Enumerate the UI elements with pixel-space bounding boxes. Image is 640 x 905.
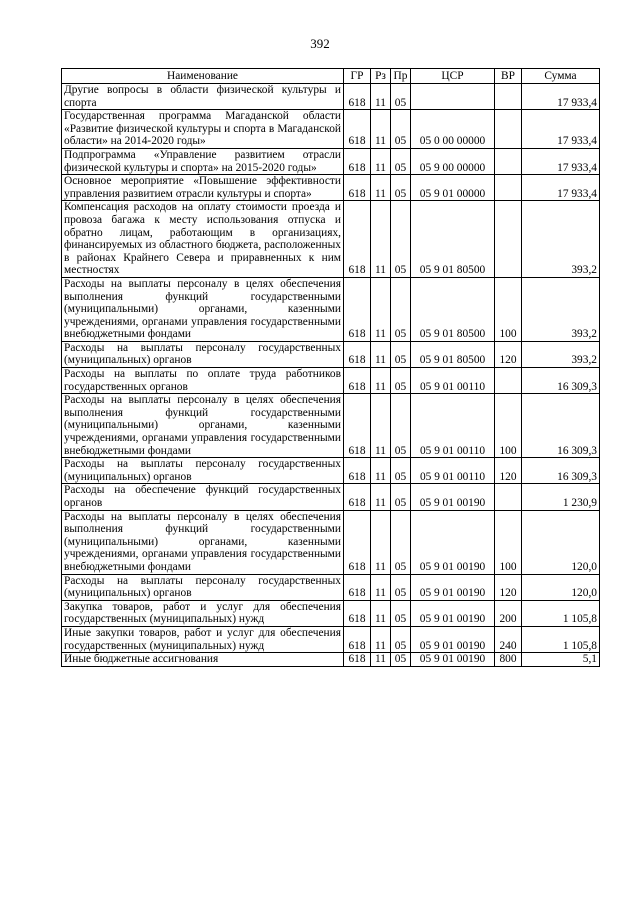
header-name: Наименование <box>62 69 344 84</box>
cell-csr: 05 9 01 00190 <box>411 600 495 626</box>
table-row <box>62 368 600 394</box>
cell-vr: 100 <box>495 277 522 341</box>
cell-gr: 618 <box>344 484 371 510</box>
table-row <box>62 458 600 484</box>
cell-csr: 05 9 01 00190 <box>411 653 495 667</box>
cell-rz: 11 <box>371 277 391 341</box>
cell-vr <box>495 148 522 174</box>
cell-rz: 11 <box>371 110 391 149</box>
cell-csr: 05 9 01 80500 <box>411 341 495 367</box>
cell-sum: 1 105,8 <box>522 600 600 626</box>
cell-pr: 05 <box>391 277 411 341</box>
cell-name: Иные закупки товаров, работ и услуг для обеспечения государственных (муниципальных) нужд <box>62 626 344 652</box>
cell-sum: 393,2 <box>522 341 600 367</box>
cell-name: Расходы на выплаты по оплате труда работников государственных органов <box>62 368 344 394</box>
cell-rz: 11 <box>371 600 391 626</box>
cell-pr: 05 <box>391 458 411 484</box>
cell-pr: 05 <box>391 110 411 149</box>
cell-sum: 17 933,4 <box>522 110 600 149</box>
cell-vr: 120 <box>495 574 522 600</box>
cell-rz: 11 <box>371 484 391 510</box>
cell-gr: 618 <box>344 110 371 149</box>
cell-vr: 240 <box>495 626 522 652</box>
cell-sum: 5,1 <box>522 653 600 667</box>
cell-pr: 05 <box>391 600 411 626</box>
cell-csr <box>411 84 495 110</box>
cell-name: Другие вопросы в области физической культуры и спорта <box>62 84 344 110</box>
cell-pr: 05 <box>391 368 411 394</box>
table-row <box>62 394 600 458</box>
cell-csr: 05 9 01 00000 <box>411 175 495 201</box>
cell-gr: 618 <box>344 201 371 278</box>
cell-rz: 11 <box>371 341 391 367</box>
cell-pr: 05 <box>391 175 411 201</box>
cell-name: Государственная программа Магаданской области «Развитие физической культуры и спорта в Магаданской области» на 2014-2020 годы» <box>62 110 344 149</box>
cell-pr: 05 <box>391 484 411 510</box>
header-csr: ЦСР <box>411 69 495 84</box>
cell-csr: 05 9 01 00190 <box>411 574 495 600</box>
cell-pr: 05 <box>391 341 411 367</box>
cell-name: Расходы на обеспечение функций государственных органов <box>62 484 344 510</box>
cell-vr: 800 <box>495 653 522 667</box>
cell-name: Компенсация расходов на оплату стоимости проезда и провоза багажа к месту использования отпуска и обратно лицам, работающим в организациях, финансируемых из областного бюджета, расположенных в районах Крайнего Севера и приравненных к ним местностях <box>62 201 344 278</box>
table-row <box>62 510 600 574</box>
table-row <box>62 148 600 174</box>
cell-rz: 11 <box>371 458 391 484</box>
cell-vr <box>495 368 522 394</box>
cell-vr: 120 <box>495 341 522 367</box>
cell-gr: 618 <box>344 510 371 574</box>
header-row <box>62 69 600 84</box>
cell-gr: 618 <box>344 148 371 174</box>
table-row <box>62 484 600 510</box>
cell-rz: 11 <box>371 148 391 174</box>
cell-csr: 05 9 01 00190 <box>411 510 495 574</box>
cell-rz: 11 <box>371 626 391 652</box>
cell-name: Основное мероприятие «Повышение эффективности управления развитием отрасли культуры и спорта» <box>62 175 344 201</box>
cell-gr: 618 <box>344 458 371 484</box>
cell-name: Расходы на выплаты персоналу государственных (муниципальных) органов <box>62 341 344 367</box>
cell-sum: 17 933,4 <box>522 148 600 174</box>
cell-rz: 11 <box>371 574 391 600</box>
cell-rz: 11 <box>371 175 391 201</box>
cell-csr: 05 9 00 00000 <box>411 148 495 174</box>
cell-name: Закупка товаров, работ и услуг для обеспечения государственных (муниципальных) нужд <box>62 600 344 626</box>
cell-vr <box>495 110 522 149</box>
table-body <box>62 84 600 667</box>
cell-name: Расходы на выплаты персоналу государственных (муниципальных) органов <box>62 574 344 600</box>
cell-csr: 05 9 01 80500 <box>411 201 495 278</box>
header-vr: ВР <box>495 69 522 84</box>
cell-gr: 618 <box>344 277 371 341</box>
cell-sum: 393,2 <box>522 201 600 278</box>
cell-gr: 618 <box>344 368 371 394</box>
cell-name: Расходы на выплаты персоналу в целях обеспечения выполнения функций государственными (муниципальными) органами, казенными учреждениями, органами управления государственными внебюджетными фондами <box>62 277 344 341</box>
cell-sum: 120,0 <box>522 574 600 600</box>
cell-gr: 618 <box>344 574 371 600</box>
cell-csr: 05 9 01 80500 <box>411 277 495 341</box>
cell-sum: 17 933,4 <box>522 84 600 110</box>
cell-pr: 05 <box>391 201 411 278</box>
cell-csr: 05 9 01 00110 <box>411 458 495 484</box>
budget-table <box>61 68 600 667</box>
table-row <box>62 201 600 278</box>
cell-sum: 17 933,4 <box>522 175 600 201</box>
cell-gr: 618 <box>344 84 371 110</box>
cell-gr: 618 <box>344 626 371 652</box>
cell-vr <box>495 484 522 510</box>
cell-gr: 618 <box>344 600 371 626</box>
cell-pr: 05 <box>391 626 411 652</box>
cell-sum: 1 230,9 <box>522 484 600 510</box>
page-number: 392 <box>310 36 330 51</box>
cell-rz: 11 <box>371 84 391 110</box>
cell-csr: 05 9 01 00190 <box>411 484 495 510</box>
table-row <box>62 574 600 600</box>
table-row <box>62 84 600 110</box>
header-pr: Пр <box>391 69 411 84</box>
cell-csr: 05 9 01 00110 <box>411 394 495 458</box>
table-row <box>62 110 600 149</box>
table-row <box>62 600 600 626</box>
cell-sum: 16 309,3 <box>522 394 600 458</box>
cell-vr <box>495 175 522 201</box>
cell-vr <box>495 201 522 278</box>
cell-csr: 05 9 01 00190 <box>411 626 495 652</box>
cell-sum: 16 309,3 <box>522 368 600 394</box>
cell-gr: 618 <box>344 394 371 458</box>
cell-rz: 11 <box>371 653 391 667</box>
cell-gr: 618 <box>344 341 371 367</box>
cell-pr: 05 <box>391 148 411 174</box>
header-rz: Рз <box>371 69 391 84</box>
cell-sum: 1 105,8 <box>522 626 600 652</box>
cell-pr: 05 <box>391 653 411 667</box>
cell-rz: 11 <box>371 394 391 458</box>
cell-pr: 05 <box>391 84 411 110</box>
cell-gr: 618 <box>344 653 371 667</box>
cell-name: Подпрограмма «Управление развитием отрасли физической культуры и спорта» на 2015-2020 годы» <box>62 148 344 174</box>
table-row <box>62 175 600 201</box>
cell-rz: 11 <box>371 510 391 574</box>
cell-name: Расходы на выплаты персоналу государственных (муниципальных) органов <box>62 458 344 484</box>
cell-vr: 100 <box>495 510 522 574</box>
cell-csr: 05 9 01 00110 <box>411 368 495 394</box>
table-row <box>62 341 600 367</box>
table-row <box>62 277 600 341</box>
cell-pr: 05 <box>391 574 411 600</box>
header-gr: ГР <box>344 69 371 84</box>
cell-rz: 11 <box>371 368 391 394</box>
cell-sum: 16 309,3 <box>522 458 600 484</box>
cell-name: Расходы на выплаты персоналу в целях обеспечения выполнения функций государственными (муниципальными) органами, казенными учреждениями, органами управления государственными внебюджетными фондами <box>62 510 344 574</box>
cell-rz: 11 <box>371 201 391 278</box>
cell-name: Расходы на выплаты персоналу в целях обеспечения выполнения функций государственными (муниципальными) органами, казенными учреждениями, органами управления государственными внебюджетными фондами <box>62 394 344 458</box>
header-sum: Сумма <box>522 69 600 84</box>
cell-vr: 100 <box>495 394 522 458</box>
cell-pr: 05 <box>391 394 411 458</box>
cell-sum: 393,2 <box>522 277 600 341</box>
cell-vr: 200 <box>495 600 522 626</box>
cell-name: Иные бюджетные ассигнования <box>62 653 344 667</box>
cell-pr: 05 <box>391 510 411 574</box>
table-row <box>62 653 600 667</box>
cell-vr: 120 <box>495 458 522 484</box>
cell-gr: 618 <box>344 175 371 201</box>
table-header <box>62 69 600 84</box>
cell-sum: 120,0 <box>522 510 600 574</box>
cell-csr: 05 0 00 00000 <box>411 110 495 149</box>
cell-vr <box>495 84 522 110</box>
table-row <box>62 626 600 652</box>
